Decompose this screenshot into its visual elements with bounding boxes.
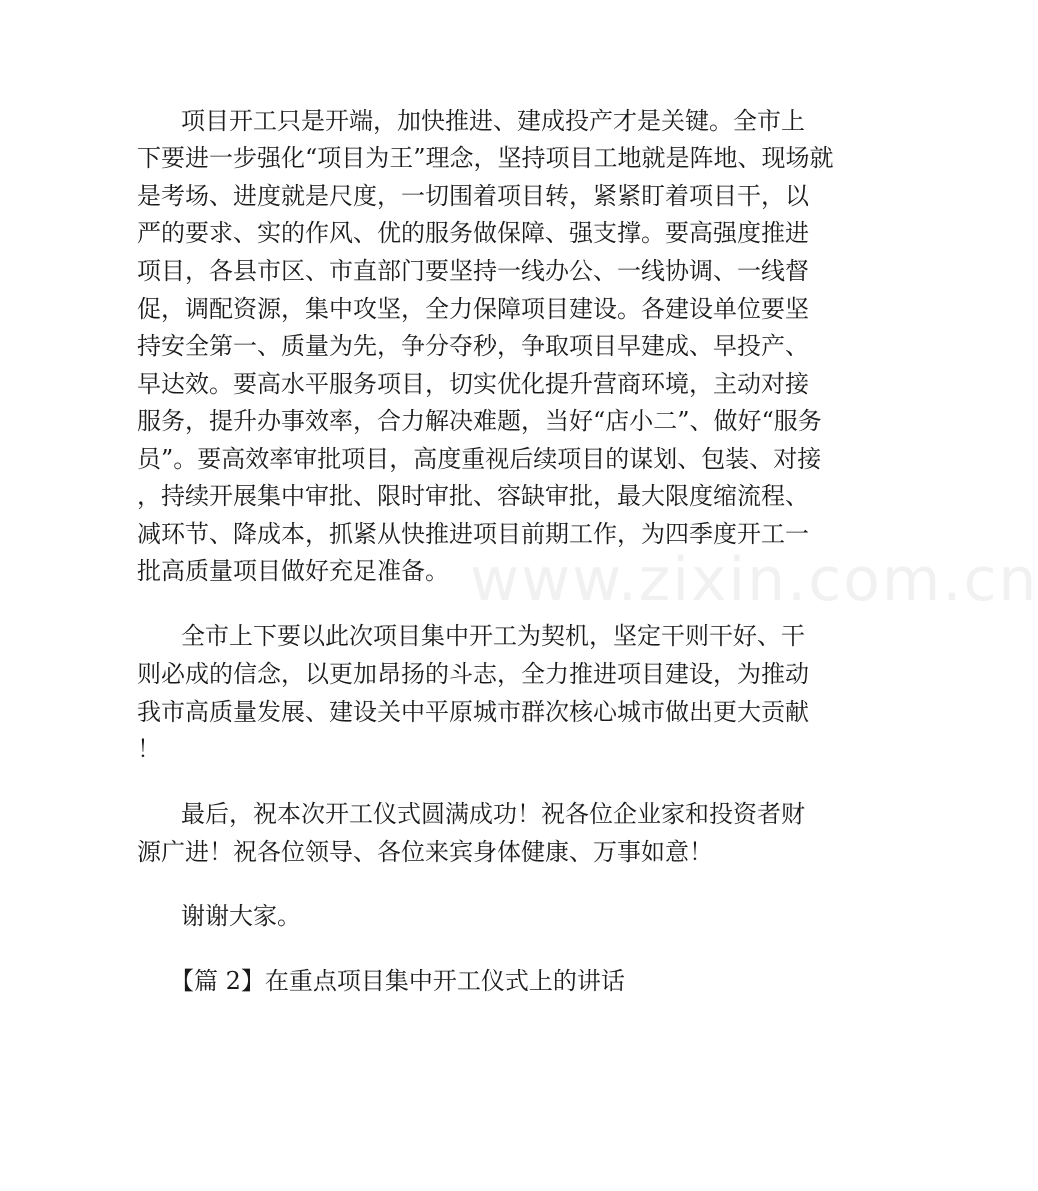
text-line: 减环节、降成本，抓紧从快推进项目前期工作，为四季度开工一 [137, 520, 809, 548]
text-line: 全市上下要以此次项目集中开工为契机，坚定干则干好、干 [181, 622, 805, 650]
text-line: 我市高质量发展、建设关中平原城市群次核心城市做出更大贡献 [137, 698, 809, 726]
text-line: 项目，各县市区、市直部门要坚持一线办公、一线协调、一线督 [137, 257, 809, 285]
watermark: www.zixin.com.cn [470, 545, 1038, 615]
text-line: 持安全第一、质量为先，争分夺秒，争取项目早建成、早投产、 [137, 332, 809, 360]
text-line: 严的要求、实的作风、优的服务做保障、强支撑。要高强度推进 [137, 219, 809, 247]
text-line: 服务，提升办事效率，合力解决难题，当好“店小二”、做好“服务 [137, 407, 822, 435]
text-line: 谢谢大家。 [181, 902, 301, 930]
text-line: 项目开工只是开端，加快推进、建成投产才是关键。全市上 [181, 107, 805, 135]
text-line: ，持续开展集中审批、限时审批、容缺审批，最大限度缩流程、 [137, 482, 809, 510]
text-line: 【篇 2】在重点项目集中开工仪式上的讲话 [170, 967, 625, 995]
text-line: ！ [137, 735, 161, 763]
text-line: 则必成的信念，以更加昂扬的斗志，全力推进项目建设，为推动 [137, 660, 809, 688]
text-line: 下要进一步强化“项目为王”理念，坚持项目工地就是阵地、现场就 [137, 144, 834, 172]
text-line: 批高质量项目做好充足准备。 [137, 557, 449, 585]
text-line: 促，调配资源，集中攻坚，全力保障项目建设。各建设单位要坚 [137, 295, 809, 323]
text-line: 是考场、进度就是尺度，一切围着项目转，紧紧盯着项目干，以 [137, 182, 809, 210]
text-line: 早达效。要高水平服务项目，切实优化提升营商环境，主动对接 [137, 370, 809, 398]
text-line: 最后，祝本次开工仪式圆满成功！祝各位企业家和投资者财 [181, 800, 805, 828]
text-line: 员”。要高效率审批项目，高度重视后续项目的谋划、包装、对接 [137, 445, 822, 473]
text-line: 源广进！祝各位领导、各位来宾身体健康、万事如意！ [137, 838, 713, 866]
